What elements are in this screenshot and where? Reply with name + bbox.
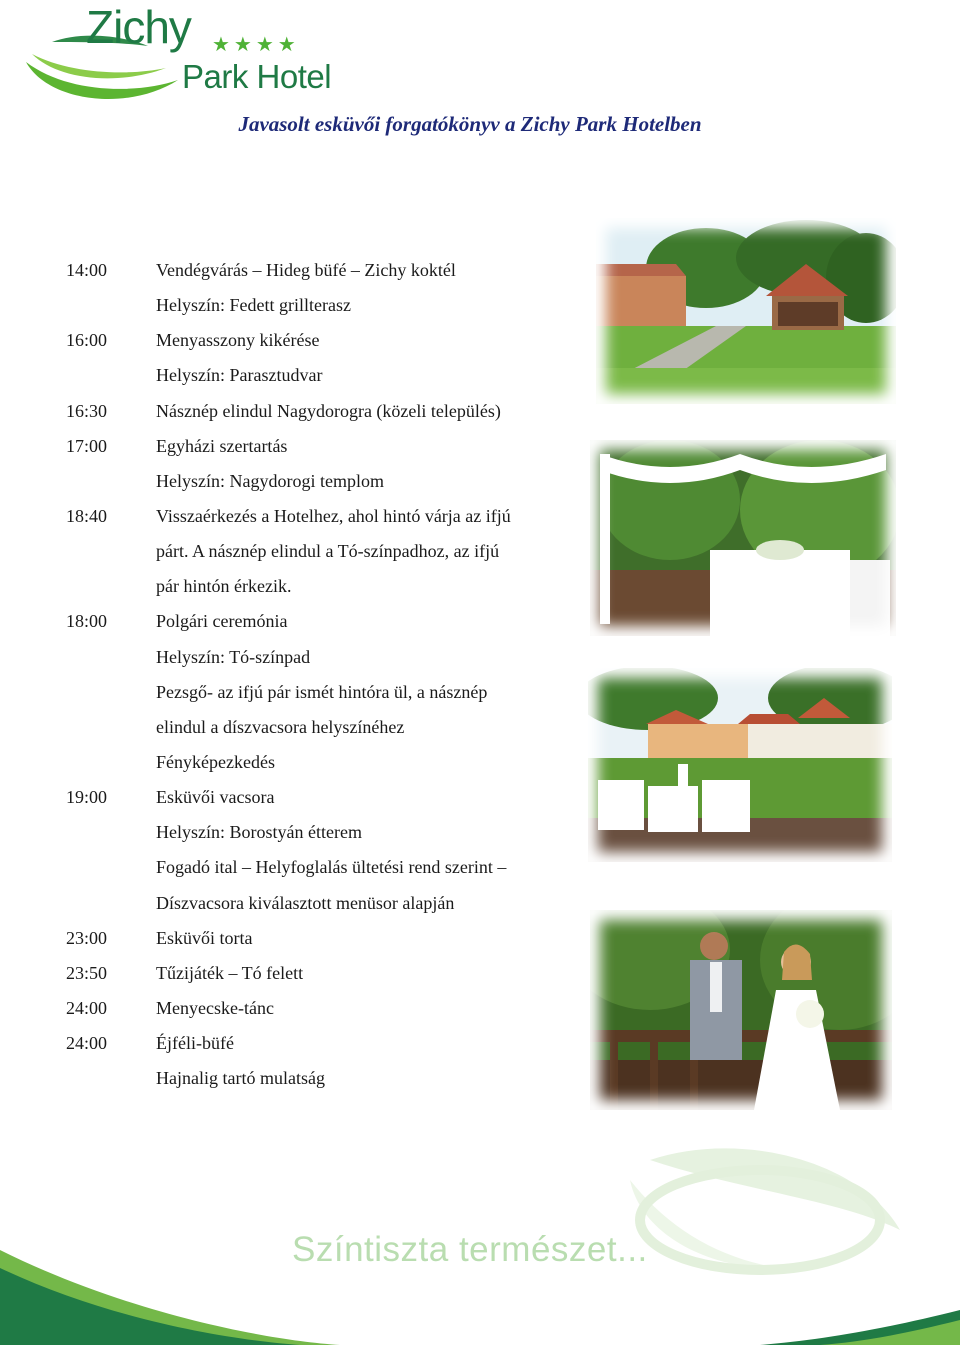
schedule-row	[0, 886, 600, 921]
schedule-description: Fogadó ital – Helyfoglalás ültetési rend szerint –	[156, 857, 507, 878]
schedule-row	[0, 1026, 600, 1061]
rating-stars-icon: ★★★★	[212, 32, 300, 56]
schedule-description: Helyszín: Parasztudvar	[156, 365, 323, 386]
schedule-row	[0, 991, 600, 1026]
schedule-description: Éjféli-büfé	[156, 1033, 234, 1054]
schedule-description: Násznép elindul Nagydorogra (közeli település)	[156, 400, 501, 421]
schedule-row	[0, 394, 600, 429]
schedule-description: Menyecske-tánc	[156, 997, 274, 1018]
schedule-time: 17:00	[66, 435, 108, 456]
schedule-description: Vendégvárás – Hideg büfé – Zichy koktél	[156, 260, 456, 280]
schedule-row	[0, 640, 600, 675]
footer	[0, 1140, 960, 1345]
hotel-logo	[18, 2, 338, 114]
schedule-description: Fényképezkedés	[156, 751, 275, 772]
schedule-time: 16:30	[66, 400, 108, 421]
schedule-time: 23:00	[66, 927, 108, 948]
schedule-row	[0, 569, 600, 604]
photo-wedding-couple	[590, 910, 892, 1110]
schedule-description: Esküvői torta	[156, 927, 253, 948]
schedule-description: Pezsgő- az ifjú pár ismét hintóra ül, a násznép	[156, 681, 488, 702]
schedule-time: 24:00	[66, 997, 108, 1018]
schedule-time: 18:00	[66, 611, 108, 632]
schedule-description: Helyszín: Nagydorogi templom	[156, 470, 384, 491]
schedule-description: Helyszín: Fedett grillterasz	[156, 295, 351, 316]
schedule-time: 18:40	[66, 505, 108, 526]
schedule-row	[0, 710, 600, 745]
schedule-row	[0, 1061, 600, 1096]
schedule-row	[0, 815, 600, 850]
photo-garden-gazebo	[596, 218, 896, 404]
schedule-description: Helyszín: Tó-színpad	[156, 646, 311, 667]
schedule-row	[0, 780, 600, 815]
schedule-row	[0, 253, 600, 288]
schedule-description: Menyasszony kikérése	[156, 330, 320, 351]
schedule-row	[0, 499, 600, 534]
schedule-row	[0, 358, 600, 393]
logo-name: Zichy	[86, 1, 191, 53]
photo-hotel-dinner-setup	[588, 668, 892, 862]
schedule-row	[0, 288, 600, 323]
schedule-row	[0, 675, 600, 710]
schedule-row	[0, 464, 600, 499]
schedule-time: 19:00	[66, 787, 108, 808]
schedule-description: Polgári ceremónia	[156, 611, 288, 632]
schedule-description: elindul a díszvacsora helyszínéhez	[156, 716, 405, 737]
schedule-row	[0, 429, 600, 464]
footer-slogan: Színtiszta természet...	[292, 1230, 648, 1269]
schedule-description: pár hintón érkezik.	[156, 576, 292, 597]
schedule-description: Díszvacsora kiválasztott menüsor alapján	[156, 892, 455, 913]
document-title: Javasolt esküvői forgatókönyv a Zichy Park Hotelben	[238, 112, 702, 136]
schedule-description: Esküvői vacsora	[156, 787, 275, 808]
schedule-description: Helyszín: Borostyán étterem	[156, 822, 362, 843]
wedding-schedule	[0, 253, 600, 1096]
photo-ceremony-stage	[590, 440, 896, 636]
schedule-row	[0, 534, 600, 569]
logo-subtitle: Park Hotel	[182, 58, 332, 95]
schedule-row	[0, 323, 600, 358]
schedule-description: Egyházi szertartás	[156, 435, 288, 456]
schedule-row	[0, 604, 600, 639]
schedule-row	[0, 850, 600, 885]
schedule-row	[0, 745, 600, 780]
schedule-description: Visszaérkezés a Hotelhez, ahol hintó várja az ifjú	[156, 505, 511, 526]
schedule-time: 23:50	[66, 962, 108, 983]
schedule-description: Tűzijáték – Tó felett	[156, 962, 304, 983]
schedule-time: 16:00	[66, 330, 108, 351]
schedule-time: 24:00	[66, 1033, 108, 1054]
schedule-description: párt. A násznép elindul a Tó-színpadhoz, az ifjú	[156, 541, 500, 562]
schedule-row	[0, 921, 600, 956]
schedule-row	[0, 956, 600, 991]
schedule-description: Hajnalig tartó mulatság	[156, 1068, 325, 1089]
schedule-time: 14:00	[66, 260, 108, 280]
